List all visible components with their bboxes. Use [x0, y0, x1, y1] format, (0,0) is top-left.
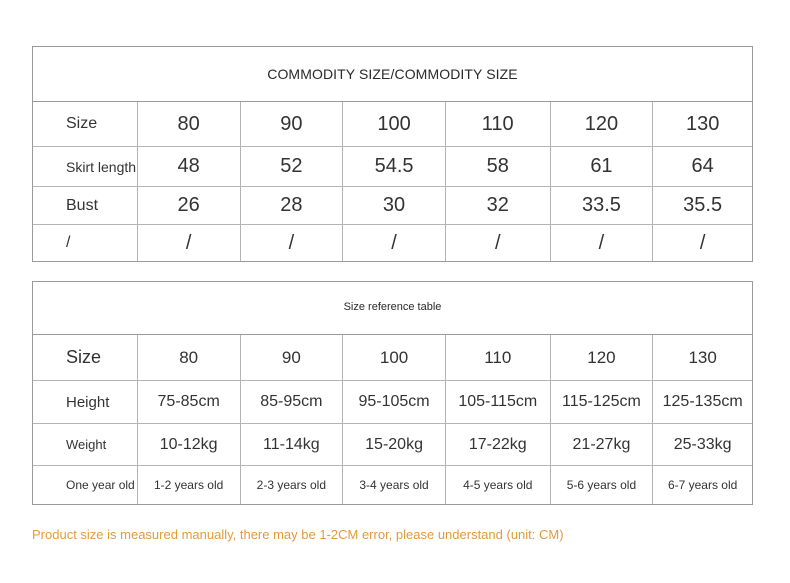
table-cell: 61	[551, 147, 654, 186]
table-cell: /	[241, 225, 344, 261]
row-label: Height	[33, 381, 138, 423]
table-cell: 5-6 years old	[551, 466, 654, 504]
table-cell: 15-20kg	[343, 424, 446, 465]
table-cell: 35.5	[683, 194, 723, 216]
table-row-height	[33, 381, 752, 424]
table-cell: 54.5	[343, 147, 446, 186]
row-label: Weight	[33, 424, 138, 465]
table-cell: 90	[241, 335, 344, 380]
row-label: Skirt length	[33, 147, 138, 186]
row-label: One year old	[33, 466, 138, 504]
table-cell: 33.5	[551, 187, 654, 224]
table-cell: 85-95cm	[241, 381, 344, 423]
table-cell: 32	[446, 187, 551, 224]
table-cell: 52	[241, 147, 344, 186]
table-cell: 75-85cm	[138, 381, 241, 423]
table-cell: 28	[241, 187, 344, 224]
table-cell: 110	[446, 335, 551, 380]
table-cell: 110	[446, 102, 551, 146]
table-cell: /	[138, 225, 241, 261]
measurement-note: Product size is measured manually, there may be 1-2CM error, please understand (unit: CM)	[32, 527, 564, 542]
table-cell: 30	[343, 187, 446, 224]
size-reference-table	[32, 281, 753, 505]
table-row-age	[33, 466, 752, 504]
table-cell: 3-4 years old	[343, 466, 446, 504]
table-cell: /	[551, 225, 654, 261]
commodity-size-table	[32, 46, 753, 262]
table-cell: 115-125cm	[551, 381, 654, 423]
table-cell: 17-22kg	[446, 424, 551, 465]
row-label: Size	[33, 102, 138, 146]
table-row-placeholder	[33, 225, 752, 261]
table-cell: 100	[343, 335, 446, 380]
table-cell: 90	[241, 102, 344, 146]
table-title: Size reference table	[33, 282, 752, 335]
table-cell: 130	[688, 347, 717, 367]
table-cell: 1-2 years old	[138, 466, 241, 504]
table-cell: 80	[138, 102, 241, 146]
table-cell: 58	[446, 147, 551, 186]
table-cell: 125-135cm	[662, 393, 743, 410]
table-cell: 21-27kg	[551, 424, 654, 465]
row-label: /	[33, 225, 138, 261]
table-cell: /	[446, 225, 551, 261]
table-row-size	[33, 335, 752, 381]
table-cell: 2-3 years old	[241, 466, 344, 504]
table-cell: 25-33kg	[673, 435, 732, 453]
table-cell: 6-7 years old	[667, 478, 738, 492]
table-title: COMMODITY SIZE/COMMODITY SIZE	[33, 47, 752, 102]
table-cell: 10-12kg	[138, 424, 241, 465]
table-cell: 120	[551, 102, 654, 146]
table-cell: /	[699, 231, 706, 254]
table-cell: 130	[685, 112, 720, 135]
table-row-size	[33, 102, 752, 147]
table-row-weight	[33, 424, 752, 466]
table-cell: 4-5 years old	[446, 466, 551, 504]
row-label: Bust	[33, 187, 138, 224]
table-cell: 100	[343, 102, 446, 146]
table-cell: /	[343, 225, 446, 261]
table-cell: 26	[138, 187, 241, 224]
table-row-bust	[33, 187, 752, 225]
table-cell: 95-105cm	[343, 381, 446, 423]
table-cell: 48	[138, 147, 241, 186]
table-cell: 105-115cm	[446, 381, 551, 423]
table-cell: 64	[691, 155, 714, 177]
table-cell: 80	[138, 335, 241, 380]
table-cell: 11-14kg	[241, 424, 344, 465]
row-label: Size	[33, 335, 138, 380]
table-cell: 120	[551, 335, 654, 380]
table-row-skirt-length	[33, 147, 752, 187]
